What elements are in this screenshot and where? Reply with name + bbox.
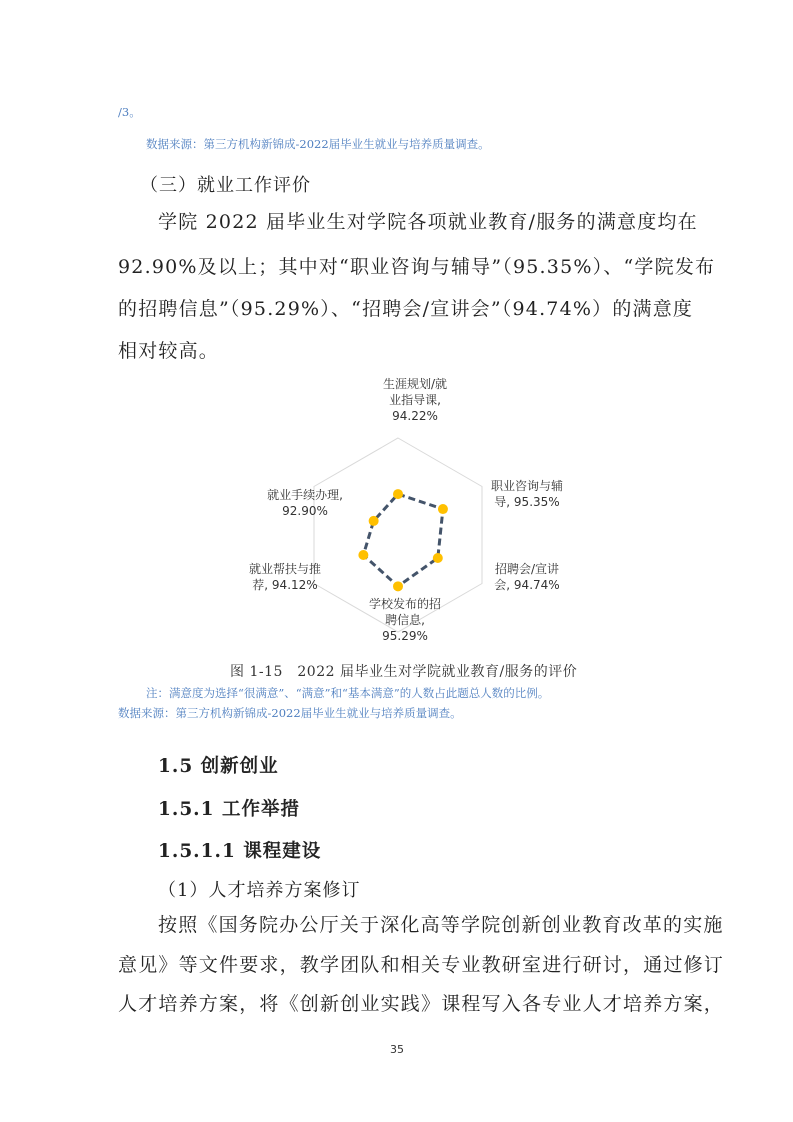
- radar-point: [369, 516, 379, 526]
- paragraph-line: 按照《国务院办公厅关于深化高等学院创新创业教育改革的实施: [158, 914, 724, 936]
- sub-heading: （1）人才培养方案修订: [158, 880, 361, 901]
- section-title: （三）就业工作评价: [140, 175, 311, 196]
- radar-point: [433, 553, 443, 563]
- paragraph-line: 92.90%及以上；其中对“职业咨询与辅导”（95.35%）、“学院发布: [118, 256, 716, 278]
- radar-label-procedures: 就业手续办理, 92.90%: [267, 488, 343, 518]
- paragraph-line: 的招聘信息”（95.29%）、“招聘会/宣讲会”（94.74%）的满意度: [118, 298, 694, 320]
- heading-1-5-1-1: 1.5.1.1 课程建设: [158, 841, 322, 862]
- radar-point: [393, 581, 403, 591]
- radar-label-job-fair: 招聘会/宣讲 会, 94.74%: [494, 562, 560, 592]
- radar-label-job-info: 学校发布的招 聘信息, 95.29%: [368, 597, 441, 643]
- heading-1-5: 1.5 创新创业: [158, 756, 279, 777]
- radar-label-assistance: 就业帮扶与推 荐, 94.12%: [248, 562, 321, 592]
- paragraph-line: 相对较高。: [118, 340, 220, 362]
- paragraph-line: 意见》等文件要求，教学团队和相关专业教研室进行研讨，通过修订: [118, 954, 725, 976]
- radar-point: [438, 504, 448, 514]
- radar-series-line: [363, 494, 443, 586]
- top-fragment: /3。: [118, 105, 141, 119]
- page-number: 35: [390, 1043, 404, 1056]
- figure-caption: 图 1-15 2022 届毕业生对学院就业教育/服务的评价: [230, 664, 578, 680]
- figure-note: 注：满意度为选择“很满意”、“满意”和“基本满意”的人数占此题总人数的比例。: [146, 686, 550, 700]
- radar-label-consulting: 职业咨询与辅 导, 95.35%: [490, 479, 563, 509]
- radar-label-career-course: 生涯规划/就 业指导课, 94.22%: [382, 377, 448, 423]
- paragraph-line: 学院 2022 届毕业生对学院各项就业教育/服务的满意度均在: [158, 211, 698, 233]
- radar-point: [358, 550, 368, 560]
- heading-1-5-1: 1.5.1 工作举措: [158, 799, 300, 820]
- source-note: 数据来源：第三方机构新锦成-2022届毕业生就业与培养质量调查。: [146, 137, 490, 151]
- radar-point: [393, 489, 403, 499]
- paragraph-line: 人才培养方案，将《创新创业实践》课程写入各专业人才培养方案，: [118, 993, 725, 1015]
- source-note: 数据来源：第三方机构新锦成-2022届毕业生就业与培养质量调查。: [118, 706, 462, 720]
